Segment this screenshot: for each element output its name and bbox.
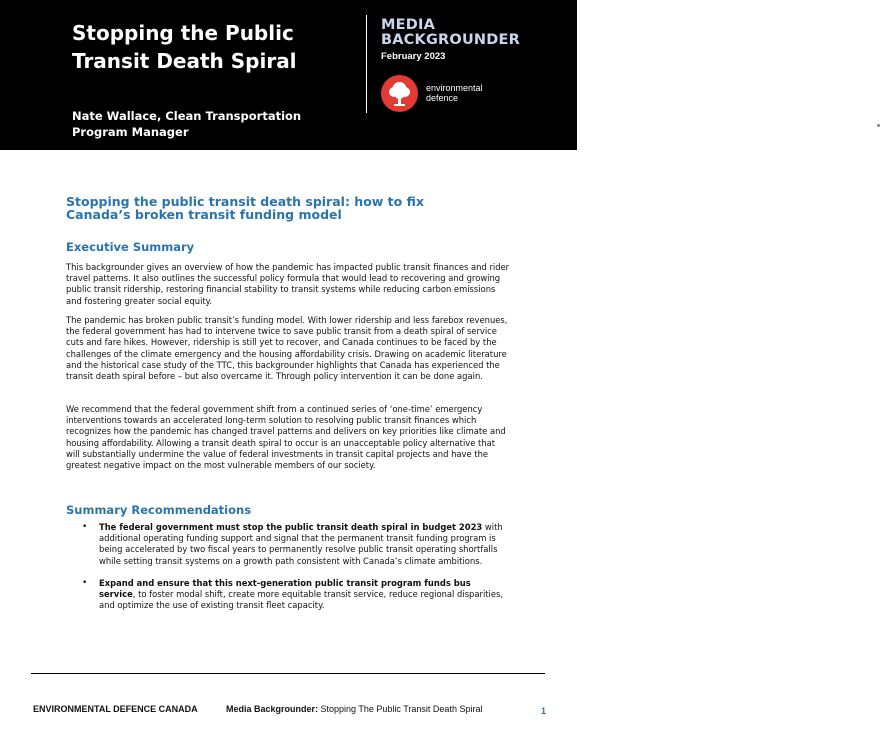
recommendations-list	[66, 522, 510, 622]
margin-dot	[877, 124, 880, 127]
document-type-line-1: MEDIA	[381, 17, 435, 33]
footer-organization: ENVIRONMENTAL DEFENCE CANADA	[33, 704, 198, 714]
recommendation-item	[66, 578, 510, 612]
logo-text-line-2: defence	[426, 93, 459, 103]
logo-text-line-1: environmental	[426, 83, 483, 93]
header-date: February 2023	[381, 51, 446, 62]
organization-logo-text	[426, 83, 483, 103]
recommendation-item-bold: The federal government must stop the public transit death spiral in budget 2023	[99, 522, 483, 532]
footer-rule	[31, 673, 545, 674]
tree-icon	[381, 75, 418, 112]
footer-doc-name: Stopping The Public Transit Death Spiral	[318, 704, 483, 714]
recommendation-item-text: with additional operating funding support and signal that the permanent transit funding program is being accelerated by two fiscal years to permanently resolve public transit operating shortfalls while setting transit systems on a growth path consistent with Canada’s climate ambitions.	[99, 522, 503, 566]
executive-summary-paragraph-1: This backgrounder gives an overview of how the pandemic has impacted public transit finances and rider travel patterns. It also outlines the successful policy formula that would lead to recovering and growing public transit ridership, restoring financial stability to transit systems while reducing carbon emissions and fostering greater social equity.	[66, 262, 510, 306]
executive-summary-heading: Executive Summary	[66, 240, 195, 254]
footer-doc-label: Media Backgrounder:	[226, 704, 319, 714]
document-title: Stopping the public transit death spiral: how to fix Canada’s broken transit funding model	[66, 194, 424, 222]
header-divider	[366, 15, 367, 113]
recommendation-item-bold: Expand and ensure that this next-generation public transit program funds bus service	[99, 577, 471, 600]
recommendation-item-text: , to foster modal shift, create more equitable transit service, reduce regional disparities, and optimize the use of existing transit fleet capacity.	[99, 589, 504, 611]
header-title: Stopping the Public Transit Death Spiral	[72, 21, 297, 73]
footer-document-title	[226, 704, 482, 714]
document-type-line-2: BACKGROUNDER	[381, 32, 520, 48]
summary-recommendations-heading: Summary Recommendations	[66, 503, 252, 517]
executive-summary-paragraph-3: We recommend that the federal government shift from a continued series of ‘one-time’ emergency interventions towards an accelerated long-term solution to resolving public transit finances which recognizes how the pandemic has changed travel patterns and delivers on key priorities like climate and housing affordability. Allowing a transit death spiral to occur is an unacceptable policy alternative that will substantially undermine the value of federal investments in transit capital projects and have the greatest negative impact on the most vulnerable members of our society.	[66, 404, 506, 471]
document-type-label	[381, 18, 520, 48]
page-number: 1	[541, 706, 547, 716]
header-banner	[0, 0, 577, 150]
executive-summary-paragraph-2: The pandemic has broken public transit’s funding model. With lower ridership and less farebox revenues, the federal government has had to intervene twice to save public transit from a death spiral of service cuts and fare hikes. However, ridership is still yet to recover, and Canada continues to be faced by the challenges of the climate emergency and the housing affordability crisis. Drawing on academic literature and the historical case study of the TTC, this backgrounder highlights that Canada has experienced the transit death spiral before – but also overcame it. Through policy intervention it can be done again.	[66, 315, 508, 382]
header-author: Nate Wallace, Clean Transportation Program Manager	[72, 109, 302, 139]
recommendation-item	[66, 522, 510, 567]
